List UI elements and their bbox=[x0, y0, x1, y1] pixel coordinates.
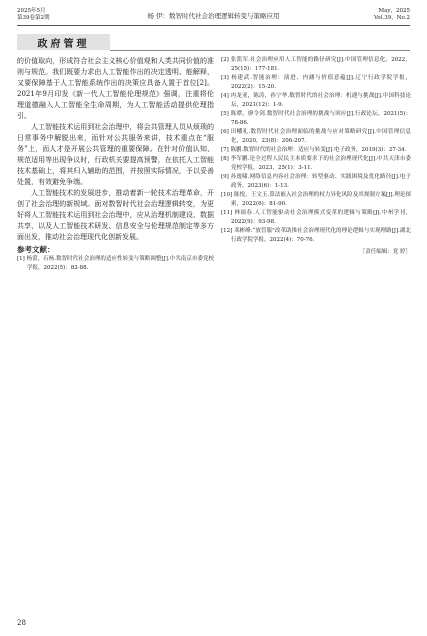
body-paragraph: 人工智能技术的发展进步，推动着新一轮技术治理革命，开创了社会治理的新规域。面对数智时代社会治理逻辑转变，为更好将人工智能技术运用到社会治理中，应从治理机制建设、数据共享，以及人工智能技术研发、信息安全与伦理规范制定等多方面出发，推动社会治理现代化创新发展。 bbox=[17, 189, 214, 241]
reference-item: [9] 孙逸啸.网络信息内容社会治理：转型驱动、实践困境及优化路径[J].电子政务，2023(6)：1-13. bbox=[221, 174, 411, 189]
header-rule bbox=[17, 25, 410, 26]
reference-item: [11] 林闽春.人工智能驱动社会治理模式变革的逻辑与策略[J].中州学刊，2022(9)：93-98. bbox=[221, 210, 411, 225]
reference-item: [3] 杨建武.智能治理：演进、内涵与价值意蕴[J].辽宁行政学院学报，2022(2)：15-20. bbox=[221, 75, 411, 90]
header-date-en: May，2025 bbox=[378, 8, 410, 14]
reference-item: [1] 杨蕾，石杨.数智时代社会治理的适应性转变与策略调整[J].中共南京市委党校学报，2022(5)：82-88. bbox=[17, 256, 214, 271]
reference-item: [10] 陈悦，王文玉.算法嵌入社会治理的权力异化风险及其规制方案[J].理论探索，2022(6)：81-90. bbox=[221, 192, 411, 207]
banner-rule bbox=[110, 50, 410, 51]
body-paragraph: 人工智能技术运用到社会治理中，将会共管理人员从烦琐的日常事务中解脱出来，而针对公共服务来讲，技术重点在“服务”上，而人才是开展公共管理的重要保障。在针对价值认知、规范适用等出现争议时，行政机关要提高预警，在依托人工智能技术基础上，将其归入辅助的范围，并按照实际情况，予以妥善处置，有效避免争端。 bbox=[17, 123, 214, 186]
body-paragraph: 的价值取向，形成符合社会主义核心价值观和人类共同价值的准则与规范。我们既要力求由人工智能作出的决定透明、能解释，又要保障基于人工智能系统作出的决策应具备人置于首位[2]。2021年9月印发《新一代人工智能伦理规范》强调，注重将伦理道德融入人工智能全生命周期，为人工智能活动提供伦理指引。 bbox=[17, 57, 214, 120]
reference-item: [12] 邓彬峰.“放管服”改革助推社会治理现代化的理论逻辑与实现理路[J].湖北行政学院学报，2022(4)：70-76. bbox=[221, 228, 411, 243]
left-column bbox=[17, 56, 214, 273]
reference-item: [6] 田幡礼.数智时代社会治理面临的挑战与应对策略研究[J].中国管理信息化，2020，23(8)：206-207. bbox=[221, 129, 411, 144]
reference-item: [8] 李军鹏.论全过程人民民主本质要求下的社会治理现代化[J].中共天津市委党校学报，2023，25(1)：3-11. bbox=[221, 156, 411, 171]
reference-item: [7] 陈鹏.数智时代的社会治理：适应与转变[J].电子政务，2019(3)：27-34. bbox=[221, 147, 407, 153]
header-volume-en: Vol.39，No.2 bbox=[373, 15, 410, 21]
page-number: 28 bbox=[17, 619, 26, 627]
header-right bbox=[374, 8, 410, 22]
references-title: 参考文献： bbox=[17, 245, 55, 254]
right-column bbox=[221, 56, 411, 258]
reference-item: [5] 陈潭，廖令剑.数智时代社会治理的挑战与回应[J].行政论坛，2021(5)：78-86. bbox=[221, 111, 411, 126]
editor-note: ［责任编辑：党 婷］ bbox=[359, 249, 411, 255]
header-volume-cn: 第39卷第2期 bbox=[17, 15, 50, 21]
header-date-cn: 2025年5月 bbox=[17, 8, 46, 14]
section-banner bbox=[17, 34, 110, 50]
running-title: 杨 伊：数智时代社会治理逻辑转变与策略应用 bbox=[147, 12, 280, 20]
section-banner-label: 政府管理 bbox=[37, 38, 90, 50]
reference-item: [2] 张凯军.社会治理应用人工智能的路径研究[J].中国管理信息化，2022，25(15)：177-181. bbox=[221, 57, 411, 72]
reference-item: [4] 冉龙亚，陈涛，孙宁华.数智时代的社会治理：机遇与挑战[J].中国科技论坛，2021(12)：1-9. bbox=[221, 93, 411, 108]
